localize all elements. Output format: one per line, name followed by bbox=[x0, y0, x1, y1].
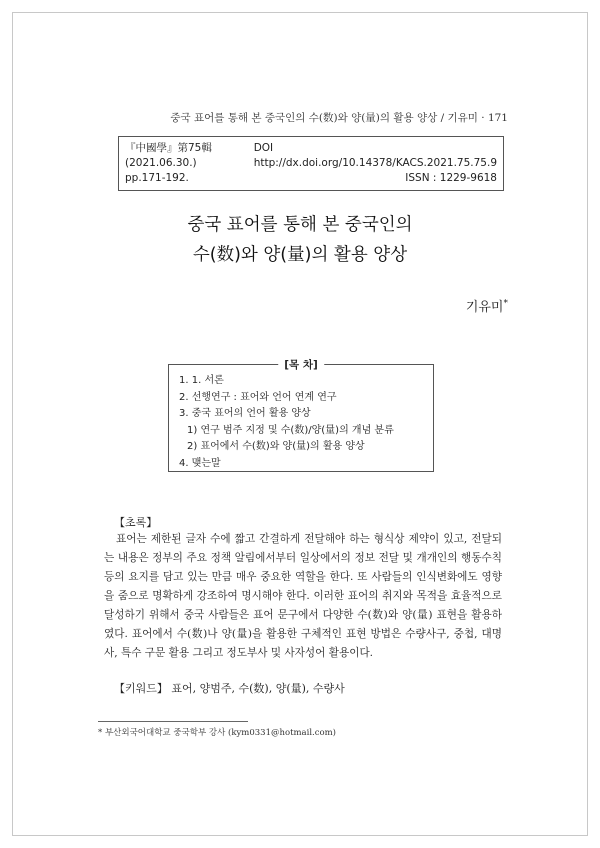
paper-title bbox=[0, 210, 600, 270]
running-header: 중국 표어를 통해 본 중국인의 수(数)와 양(量)의 활용 양상 / 기유미 · 171 bbox=[170, 112, 508, 124]
page-range: pp.171-192. bbox=[125, 172, 189, 184]
keywords-label: 【키워드】 bbox=[114, 682, 168, 695]
title-line-2: 수(数)와 양(量)의 활용 양상 bbox=[192, 245, 408, 265]
author bbox=[466, 296, 508, 315]
toc-item[interactable]: 3. 중국 표어의 언어 활용 양상 bbox=[179, 408, 311, 419]
toc-item[interactable]: 2. 선행연구 : 표어와 언어 연계 연구 bbox=[179, 391, 337, 403]
title-line-1: 중국 표어를 통해 본 중국인의 bbox=[187, 215, 413, 235]
footnote-divider bbox=[98, 721, 248, 722]
publication-meta-box bbox=[118, 136, 504, 191]
journal-info: 『中國學』第75輯 (2021.06.30.) bbox=[125, 142, 212, 169]
toc-heading: [목 차] bbox=[278, 357, 324, 372]
table-of-contents bbox=[168, 359, 434, 472]
toc-subitem[interactable]: 2) 표어에서 수(数)와 양(量)의 활용 양상 bbox=[187, 441, 365, 452]
footnote: * 부산외국어대학교 중국학부 강사 (kym0331@hotmail.com) bbox=[98, 728, 337, 738]
keywords-line bbox=[114, 680, 345, 696]
keywords-text: 표어, 양범주, 수(数), 양(量), 수량사 bbox=[171, 682, 345, 695]
author-name: 기유미 bbox=[465, 300, 504, 315]
doi-link[interactable]: DOI http://dx.doi.org/10.14378/KACS.2021.75.75.9 bbox=[253, 142, 497, 169]
author-footnote-mark: * bbox=[503, 298, 508, 309]
abstract-label: 【초록】 bbox=[114, 516, 158, 529]
issn: ISSN : 1229-9618 bbox=[405, 172, 497, 184]
toc-item[interactable]: 1. 1. 서론 bbox=[179, 375, 224, 386]
toc-subitem[interactable]: 1) 연구 범주 지정 및 수(数)/양(量)의 개념 분류 bbox=[187, 424, 394, 436]
toc-item[interactable]: 4. 맺는말 bbox=[179, 457, 221, 469]
abstract-text: 표어는 제한된 글자 수에 짧고 간결하게 전달해야 하는 형식상 제약이 있고, 전달되는 내용은 정부의 주요 정책 알림에서부터 일상에서의 정보 전달 및 개개인의 행동수칙 등의 요지를 담고 있는 만큼 매우 중요한 역할을 한다. 또 사람들의 인식변화에도 영향을 줌으로 명확하게 강조하여 명시해야 한다. 이러한 표어의 취지와 목적을 효율적으로 달성하기 위해서 중국 사람들은 표어 문구에서 다양한 수(数)와 양(量) 표현을 활용하였다. 표어에서 수(数)나 양(量)을 활용한 구체적인 표현 방법은 수량사구, 중첩, 대명사, 특수 구문 활용 그리고 정도부사 및 사자성어 활용이다. bbox=[104, 533, 502, 659]
